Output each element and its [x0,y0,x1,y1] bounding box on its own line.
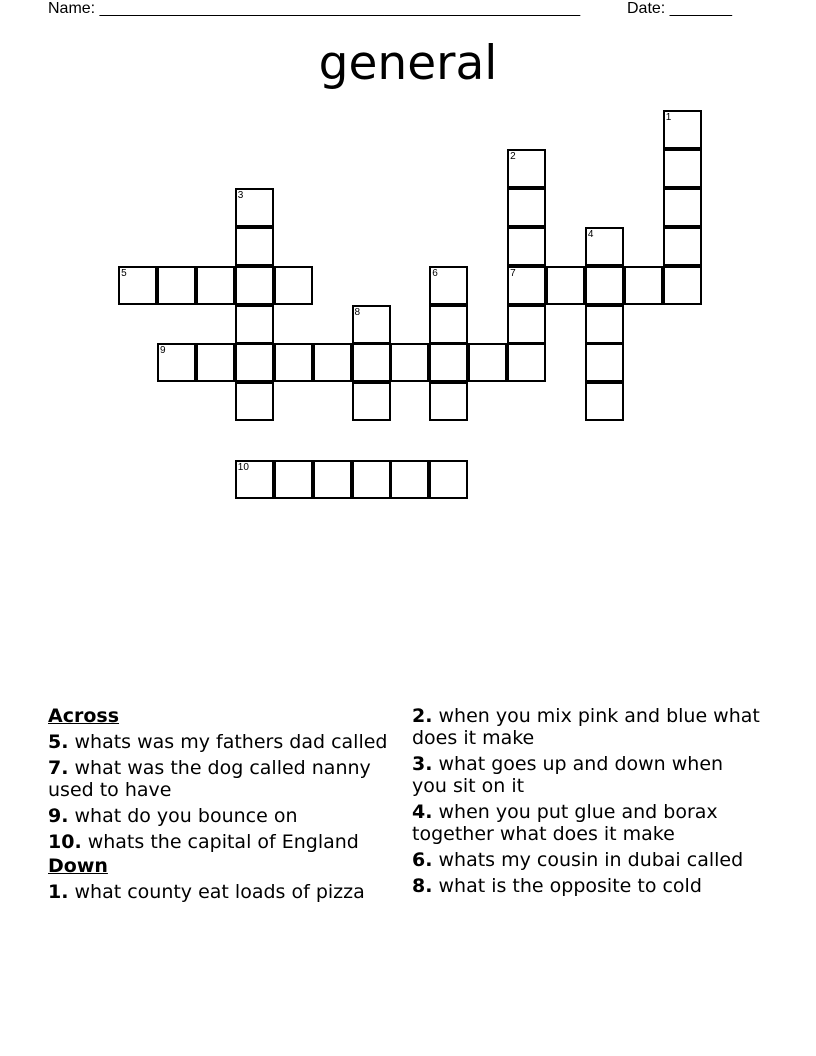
crossword-cell[interactable] [429,460,468,499]
clues-left-column [48,703,393,903]
across-heading: Across [48,705,120,727]
crossword-cell[interactable] [274,343,313,382]
clue-number-label: 9 [160,345,166,357]
crossword-cell[interactable] [352,305,391,344]
clue-across-9 [48,805,393,827]
crossword-cell[interactable] [663,149,702,188]
crossword-cell[interactable] [157,266,196,305]
crossword-cell[interactable] [429,382,468,421]
clue-text: what was the dog called nanny used to have [48,757,371,801]
clue-down-8 [412,875,762,897]
crossword-cell[interactable] [624,266,663,305]
crossword-cell[interactable] [507,305,546,344]
clue-down-1 [48,881,393,903]
clue-number: 7. [48,757,69,779]
clue-number-label: 6 [432,267,438,279]
clue-number-label: 2 [510,150,516,162]
clues-right-column [412,703,762,897]
clue-text: whats my cousin in dubai called [432,849,744,871]
clue-number-label: 7 [510,267,516,279]
clue-across-7 [48,757,393,801]
clue-text: whats was my fathers dad called [68,731,388,753]
crossword-cell[interactable] [663,188,702,227]
crossword-cell[interactable] [352,460,391,499]
crossword-cell[interactable] [390,343,429,382]
clue-text: what is the opposite to cold [432,875,702,897]
crossword-cell[interactable] [429,343,468,382]
clue-number: 8. [412,875,433,897]
clue-text: what do you bounce on [68,805,298,827]
clue-down-6 [412,849,762,871]
crossword-cell[interactable] [313,460,352,499]
page-title: general [318,36,498,91]
clue-down-3 [412,753,762,797]
clue-number-label: 3 [237,189,244,201]
name-field-label: Name: ______________________________________________________ [48,0,581,17]
crossword-cell[interactable] [352,343,391,382]
clue-number: 2. [412,705,433,727]
clue-text: when you put glue and borax together what does it make [412,801,718,845]
crossword-cell[interactable] [546,266,585,305]
clue-down-4 [412,801,762,845]
crossword-cell[interactable] [429,266,468,305]
crossword-cell[interactable] [507,149,546,188]
crossword-cell[interactable] [507,266,546,305]
crossword-cell[interactable] [585,266,624,305]
clue-number-label: 8 [354,306,361,318]
clue-text: what county eat loads of pizza [68,881,365,903]
crossword-cell[interactable] [235,188,274,227]
crossword-cell[interactable] [468,343,507,382]
clue-down-2 [412,705,762,749]
clue-number: 3. [412,753,433,775]
crossword-cell[interactable] [196,266,235,305]
crossword-cell[interactable] [235,305,274,344]
clue-number: 5. [48,731,69,753]
clue-text: when you mix pink and blue what does it make [412,705,760,749]
crossword-cell[interactable] [313,343,352,382]
crossword-cell[interactable] [235,382,274,421]
crossword-cell[interactable] [196,343,235,382]
crossword-cell[interactable] [585,382,624,421]
crossword-cell[interactable] [663,266,702,305]
crossword-cell[interactable] [663,110,702,149]
crossword-cell[interactable] [235,343,274,382]
crossword-cell[interactable] [274,460,313,499]
clue-number-label: 10 [237,462,249,474]
clue-across-5 [48,731,393,753]
clue-number-label: 5 [121,267,127,279]
crossword-cell[interactable] [507,343,546,382]
clue-number-label: 1 [665,112,672,123]
crossword-cell[interactable] [429,305,468,344]
crossword-cell[interactable] [235,460,274,499]
crossword-cell[interactable] [352,382,391,421]
crossword-cell[interactable] [390,460,429,499]
crossword-cell[interactable] [507,227,546,266]
down-heading: Down [48,855,108,877]
crossword-cell[interactable] [118,266,157,305]
crossword-cell[interactable] [663,227,702,266]
clue-number: 6. [412,849,433,871]
crossword-cell[interactable] [585,227,624,266]
clue-number: 10. [48,831,82,853]
clue-across-10 [48,831,393,853]
crossword-cell[interactable] [274,266,313,305]
clue-number: 4. [412,801,433,823]
clue-text: whats the capital of England [81,831,359,853]
crossword-cell[interactable] [585,343,624,382]
crossword-cell[interactable] [235,266,274,305]
crossword-grid [0,0,816,520]
date-field-label: Date: _______ [627,0,732,17]
crossword-cell[interactable] [585,305,624,344]
crossword-cell[interactable] [235,227,274,266]
clue-number: 1. [48,881,69,903]
clue-number: 9. [48,805,69,827]
clue-text: what goes up and down when you sit on it [412,753,724,797]
crossword-cell[interactable] [507,188,546,227]
clue-number-label: 4 [587,228,594,240]
crossword-cell[interactable] [157,343,196,382]
